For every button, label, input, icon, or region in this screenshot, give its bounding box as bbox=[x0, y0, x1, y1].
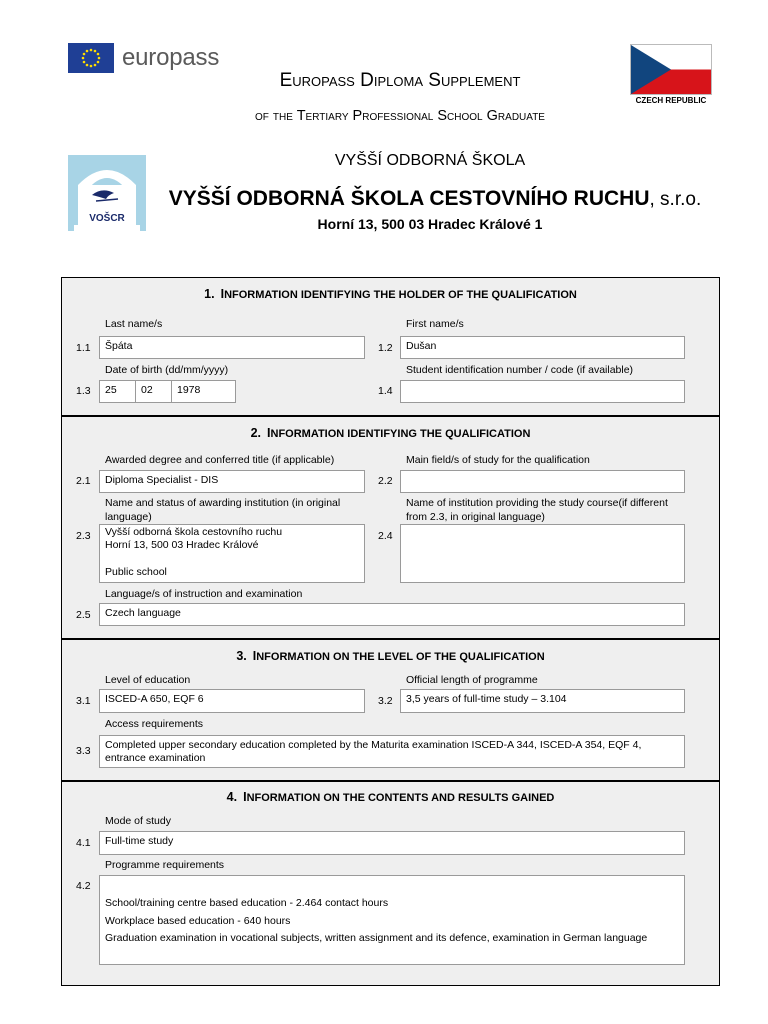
field-number-3-3: 3.3 bbox=[76, 745, 91, 757]
label-2-3-line2: language) bbox=[105, 511, 152, 523]
field-number-4-1: 4.1 bbox=[76, 837, 91, 849]
section-2-title: 2. INFORMATION IDENTIFYING THE QUALIFICATION bbox=[250, 426, 531, 440]
school-name: VYŠŠÍ ODBORNÁ ŠKOLA CESTOVNÍHO RUCHU, s.r.o. bbox=[168, 187, 702, 210]
field-number-1-2: 1.2 bbox=[378, 342, 393, 354]
section-3-title: 3. INFORMATION ON THE LEVEL OF THE QUALIFICATION bbox=[236, 649, 545, 663]
school-type: VYŠŠÍ ODBORNÁ ŠKOLA bbox=[334, 152, 526, 169]
student-id-field[interactable] bbox=[400, 380, 685, 403]
label-1-4: Student identification number / code (if available) bbox=[406, 364, 634, 376]
label-1-3: Date of birth (dd/mm/yyyy) bbox=[105, 364, 229, 376]
label-2-4-line1: Name of institution providing the study course(if different bbox=[406, 497, 668, 509]
europass-logo-text: europass bbox=[122, 44, 220, 71]
label-3-3: Access requirements bbox=[105, 718, 204, 730]
title-part-1: Europass bbox=[279, 70, 361, 91]
first-name-field[interactable]: Dušan bbox=[400, 336, 685, 359]
birth-day-field[interactable]: 25 bbox=[99, 380, 136, 403]
providing-institution-field[interactable] bbox=[400, 524, 685, 583]
field-number-2-4: 2.4 bbox=[378, 530, 393, 542]
section-4-title: 4. INFORMATION ON THE CONTENTS AND RESULTS GAINED bbox=[226, 790, 555, 804]
field-number-2-5: 2.5 bbox=[76, 609, 91, 621]
field-number-2-2: 2.2 bbox=[378, 475, 393, 487]
label-2-1: Awarded degree and conferred title (if applicable) bbox=[105, 454, 335, 466]
label-3-1: Level of education bbox=[105, 674, 191, 686]
field-number-3-2: 3.2 bbox=[378, 695, 393, 707]
access-requirements-field[interactable]: Completed upper secondary education completed by the Maturita examination ISCED-A 344, ISCED-A 354, EQF 4, entrance examination bbox=[99, 735, 685, 768]
label-2-5: Language/s of instruction and examination bbox=[105, 588, 303, 600]
programme-requirements-field[interactable]: School/training centre based education - 2.464 contact hours Workplace based education - 640 hours Graduation examination in vocational subjects, written assignment and its defence, examination in German language bbox=[99, 875, 685, 965]
last-name-field[interactable]: Špáta bbox=[99, 336, 365, 359]
title-part-2: Diploma bbox=[360, 70, 429, 91]
field-number-1-4: 1.4 bbox=[378, 385, 393, 397]
section-divider bbox=[61, 780, 720, 782]
birth-month-field[interactable]: 02 bbox=[135, 380, 172, 403]
label-1-2: First name/s bbox=[406, 318, 464, 330]
awarded-degree-field[interactable]: Diploma Specialist - DIS bbox=[99, 470, 365, 493]
label-1-1: Last name/s bbox=[105, 318, 163, 330]
field-number-2-3: 2.3 bbox=[76, 530, 91, 542]
eu-flag-icon bbox=[68, 43, 114, 73]
main-field-of-study-field[interactable] bbox=[400, 470, 685, 493]
label-4-1: Mode of study bbox=[105, 815, 171, 827]
field-number-1-1: 1.1 bbox=[76, 342, 91, 354]
document-subtitle: of the Tertiary Professional School Graduate bbox=[255, 108, 545, 124]
mode-of-study-field[interactable]: Full-time study bbox=[99, 831, 685, 855]
school-logo bbox=[68, 155, 146, 231]
programme-length-field[interactable]: 3,5 years of full-time study – 3.104 bbox=[400, 689, 685, 713]
field-number-4-2: 4.2 bbox=[76, 880, 91, 892]
birth-year-field[interactable]: 1978 bbox=[171, 380, 236, 403]
school-address: Horní 13, 500 03 Hradec Králové 1 bbox=[317, 216, 543, 232]
document-title bbox=[150, 70, 650, 92]
title-part-3: Supplement bbox=[428, 70, 521, 91]
section-divider bbox=[61, 415, 720, 417]
label-4-2: Programme requirements bbox=[105, 859, 225, 871]
section-1-title: 1. INFORMATION IDENTIFYING THE HOLDER OF THE QUALIFICATION bbox=[204, 287, 577, 301]
label-3-2: Official length of programme bbox=[406, 674, 538, 686]
label-2-2: Main field/s of study for the qualification bbox=[406, 454, 590, 466]
section-divider bbox=[61, 638, 720, 640]
language-of-instruction-field[interactable]: Czech language bbox=[99, 603, 685, 626]
logo-text: VOŠCR bbox=[89, 213, 125, 224]
label-2-4-line2: from 2.3, in original language) bbox=[406, 511, 545, 523]
awarding-institution-field[interactable]: Vyšší odborná škola cestovního ruchu Horní 13, 500 03 Hradec Králové Public school bbox=[99, 524, 365, 583]
level-of-education-field[interactable]: ISCED-A 650, EQF 6 bbox=[99, 689, 365, 713]
field-number-2-1: 2.1 bbox=[76, 475, 91, 487]
label-2-3-line1: Name and status of awarding institution (in original bbox=[105, 497, 341, 509]
field-number-3-1: 3.1 bbox=[76, 695, 91, 707]
country-label: CZECH REPUBLIC bbox=[635, 96, 707, 105]
field-number-1-3: 1.3 bbox=[76, 385, 91, 397]
